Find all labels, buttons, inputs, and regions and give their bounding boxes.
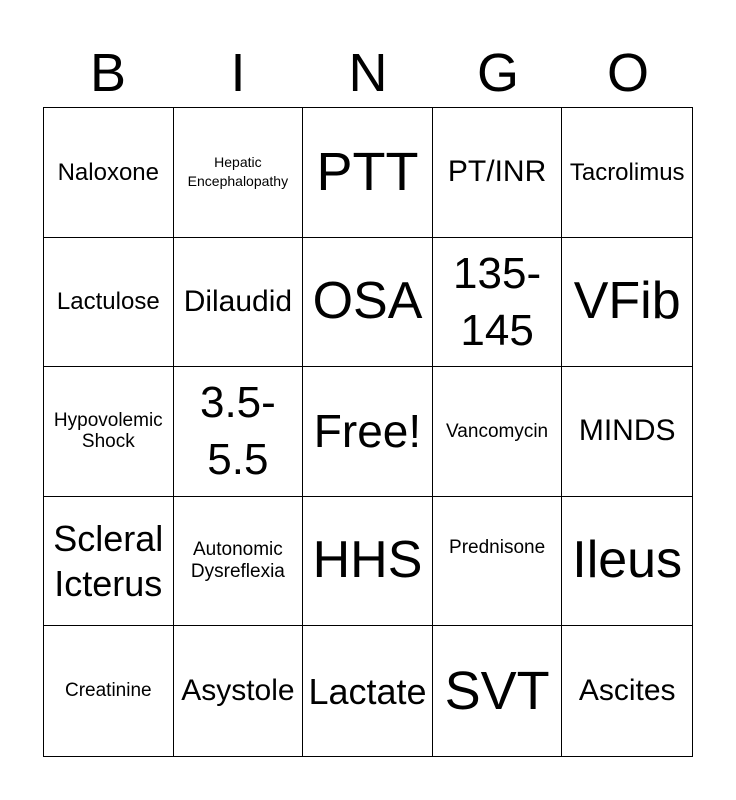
bingo-cell[interactable]: MINDS <box>562 367 692 497</box>
bingo-cell[interactable]: Vancomycin <box>433 367 563 497</box>
bingo-cell[interactable]: Ileus <box>562 497 692 627</box>
header-letter-b: B <box>89 43 127 103</box>
bingo-header <box>43 40 693 106</box>
bingo-cell[interactable]: Dilaudid <box>174 238 304 368</box>
bingo-cell[interactable]: Ascites <box>578 673 676 707</box>
bingo-cell[interactable]: 135-145 <box>433 238 563 368</box>
bingo-cell[interactable]: PTT <box>303 108 433 238</box>
bingo-cell[interactable]: Lactulose <box>44 238 174 368</box>
bingo-cell[interactable]: Tacrolimus <box>562 108 692 238</box>
bingo-cell[interactable]: Hepatic Encephalopathy <box>174 108 304 238</box>
bingo-cell[interactable]: VFib <box>562 238 692 368</box>
bingo-cell[interactable]: Lactate <box>303 626 433 756</box>
header-letter-g: G <box>476 43 519 103</box>
bingo-cell[interactable]: Creatinine <box>44 626 174 756</box>
bingo-cell[interactable]: 3.5-5.5 <box>174 367 304 497</box>
bingo-cell[interactable]: Hypovolemic Shock <box>44 367 174 497</box>
bingo-cell[interactable]: HHS <box>303 497 433 627</box>
bingo-cell[interactable]: PT/INR <box>433 108 563 238</box>
bingo-cell[interactable]: Asystole <box>174 626 304 756</box>
free-space-cell[interactable]: Free! <box>303 367 433 497</box>
bingo-cell[interactable]: Autonomic Dysreflexia <box>174 497 304 627</box>
bingo-cell[interactable]: Scleral Icterus <box>44 497 174 627</box>
header-letter-n: N <box>348 43 388 103</box>
bingo-cell[interactable]: Prednisone <box>433 497 563 627</box>
bingo-cell[interactable]: Naloxone <box>44 108 174 238</box>
bingo-board <box>43 107 693 757</box>
bingo-cell[interactable]: SVT <box>433 626 563 756</box>
bingo-cell[interactable]: OSA <box>303 238 433 368</box>
header-letter-o: O <box>606 43 649 103</box>
header-letter-i: I <box>230 43 246 103</box>
